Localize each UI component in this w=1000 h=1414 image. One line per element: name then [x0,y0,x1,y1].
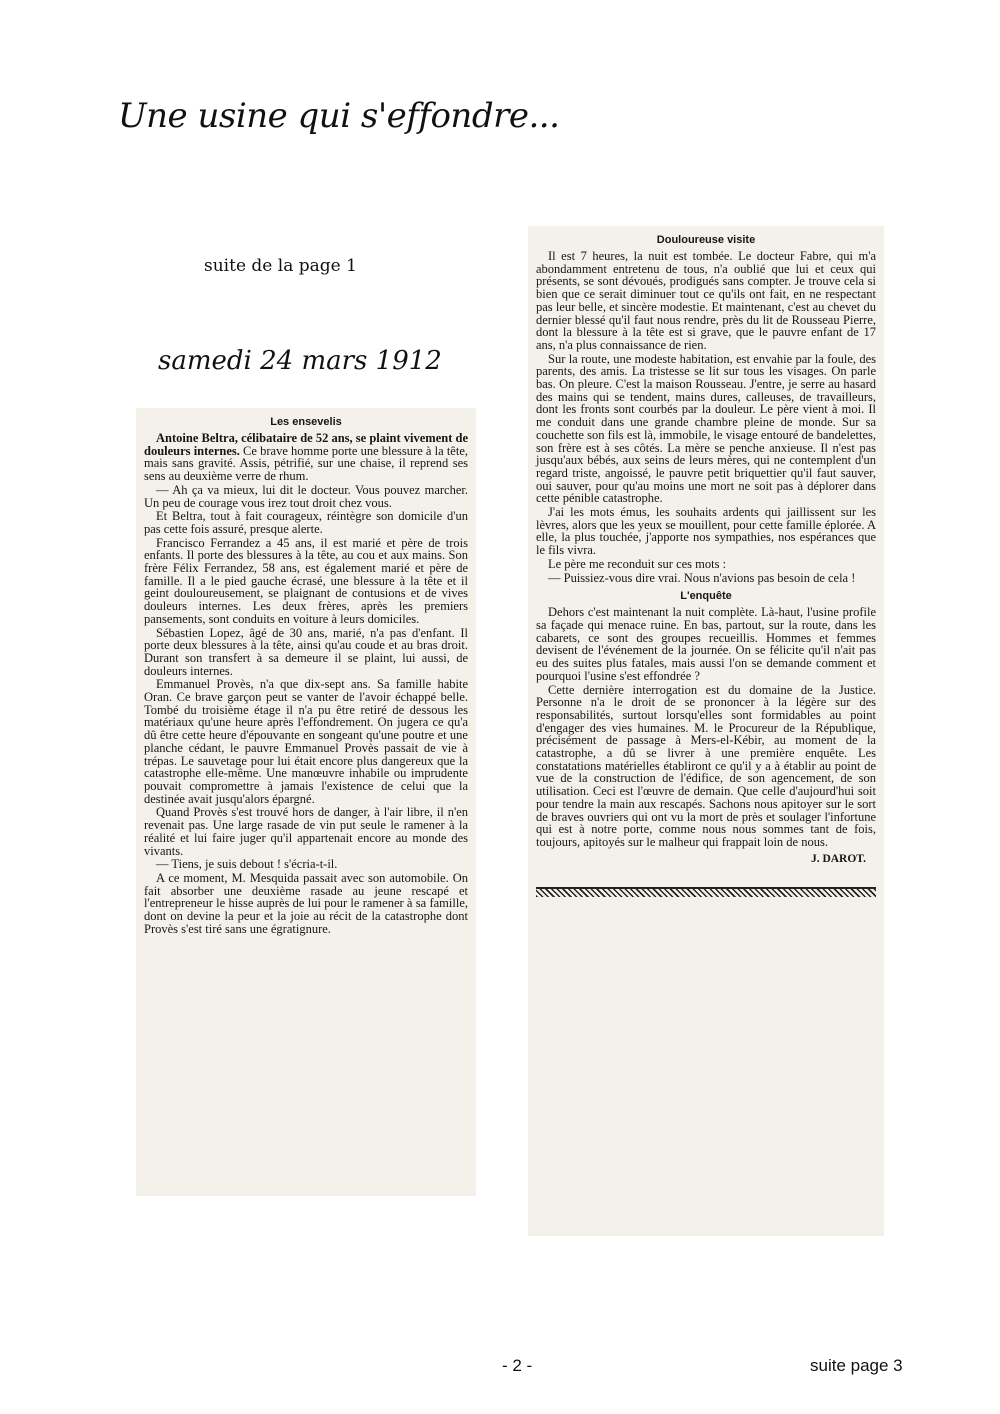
article-clipping-left [136,408,476,1196]
inquiry-section-text [536,606,876,848]
paragraph: Sur la route, une modeste habitation, est envahie par la foule, des parents, des amis. La tristesse se lit sur tous les visages. On parle bas. On pleure. C'est la maison Rousseau. J'entre, je serre au hasard des mains qui se tendent, mains dures, calleuses, de travailleurs, dont les fronts sont courbés par la douleur. Le père vient à moi. Il me conduit dans une grande chambre pleine de monde. Sur sa couchette son fils est là, immobile, le visage entouré de bandelettes, son frère est à ses côtés. La mère se penche anxieuse. Il n'est pas jusqu'aux bébés, aux seins de leurs mères, qui ne contemplent d'un regard triste, angoissé, le pauvre petit briquettier qu'il faut sauver, oui sauver, pour qu'au moins une mort ne soit pas à déplorer dans cette pénible catastrophe. [536,351,876,506]
paragraph [144,858,468,871]
date-heading: samedi 24 mars 1912 [158,346,442,376]
paragraph [144,627,468,678]
decorative-rule [536,887,876,897]
paragraph: J'ai les mots émus, les souhaits ardents qui jaillissent sur les lèvres, alors que les yeux se mouillent, pour cette famille éplorée. A elle, la plus touchée, j'apporte nos sympathies, nos espérances que le fils vivra. [536,505,876,558]
continued-to-note: suite page 3 [810,1356,903,1375]
paragraph-text: — Ah ça va mieux, lui dit le docteur. Vous pouvez marcher. Un peu de courage vous irez tout droit chez vous. [144,482,468,510]
paragraph-text: Ce brave homme porte une blessure à la tête, mais sans gravité. Assis, pétrifié, sur une chaise, il reprend ses sens au deuxième verre de rhum. [144,443,468,484]
author-signature: J. DAROT. [810,852,866,865]
paragraph-text: A ce moment, M. Mesquida passait avec son automobile. On fait absorber une deuxième rasade au jeune rescapé et l'entrepreneur le hisse auprès de lui pour le ramener à sa famille, dont on devine la peur et la joie au récit de la catastrophe dont Provès s'est tiré sans une égratignure. [144,870,468,936]
paragraph-text: Et Beltra, tout à fait courageux, réintègre son domicile d'un pas cette fois assuré, presque alerte. [144,509,468,536]
paragraph: Cette dernière interrogation est du domaine de la Justice. Personne n'a le droit de se prononcer à la légère sur des responsabilités, surtout lorsqu'elles sont formidables au point d'engager des vies humaines. M. le Procureur de la République, précisément de passage à Mers-el-Kébir, au moment de la catastrophe, a dû se livrer à une première enquête. Les constatations matérielles établiront ce qu'il y a à établir au point de vue de la construction de l'édifice, de son agencement, de son utilisation. Ceci est l'œuvre de demain. Que celle d'aujourd'hui soit pour tendre la main aux rescapés. Sachons nous apitoyer sur le sort de braves ouvriers qui ont vu la mort de près et soulager l'infortune qui est à notre porte, comme nous nous sommes tant de fois, toujours, apitoyés sur le malheur qui frappait loin de nous. [536,682,876,849]
paragraph [144,678,468,805]
paragraph [144,806,468,857]
visit-section-text [536,250,876,584]
continued-from-note: suite de la page 1 [204,256,357,276]
section-heading-ensevelis: Les ensevelis [270,416,342,428]
paragraph [144,432,468,483]
paragraph-text: Emmanuel Provès, n'a que dix-sept ans. Sa famille habite Oran. Ce brave garçon peut se vanter de l'avoir échappé belle. Tombé du troisième étage il n'a pu être retiré de dessous les matériaux qu'une heure après l'effondrement. On jugera ce qu'a dû être cette heure d'épouvante en songeant qu'une poutre et une planche cédant, le pauvre Emmanuel Provès passait de vie à trépas. Le sauvetage pour lui était encore plus dangereux que la catastrophe elle-même. Une manœuvre inhabile ou imprudente pouvait compromettre à jamais l'existence de celui que la destinée avait jusqu'alors épargné. [144,677,468,806]
section-heading-visit: Douloureuse visite [656,234,756,246]
page-title: Une usine qui s'effondre... [118,96,560,136]
paragraph-lead: Antoine Beltra, célibataire de 52 ans, se plaint vivement de douleurs internes. [144,431,468,458]
page-number: - 2 - [502,1356,533,1375]
paragraph [144,484,468,509]
paragraph [144,872,468,936]
paragraph: Il est 7 heures, la nuit est tombée. Le docteur Fabre, qui m'a abondamment entretenu de tous, n'a oublié que lui et ceux qui présents, se sont dévoués, prodigués sans compter. Je trouve cela si bien que ce serait diminuer tout ce qu'ils ont fait, en ne respectant pas leur belle, et sincère modestie. Et maintenant, c'est au chevet du dernier blessé qu'il faut nous rendre, près du lit de Rousseau Pierre, dont la blessure à la tête est si grave, que le pauvre enfant de 17 ans, n'a plus connaissance de rien. [536,249,876,352]
left-column-text [144,432,468,935]
paragraph: Le père me reconduit sur ces mots : [548,556,727,571]
paragraph: — Puissiez-vous dire vrai. Nous n'avions pas besoin de cela ! [548,570,856,585]
paragraph: Dehors c'est maintenant la nuit complète. Là-haut, l'usine profile sa façade qui menace ruine. En bas, partout, sur la route, dans les cabarets, ce sont des groupes recueillis. Hommes et femmes devisent de l'événement de la journée. On se félicite qu'il n'ait pas eu des suites plus fatales, mais aussi l'on se demande comment et pourquoi l'usine s'est effondrée ? [536,605,876,683]
paragraph-text: Francisco Ferrandez a 45 ans, il est marié et père de trois enfants. Il porte des blessures à la tête, au cou et aux mains. Son frère Félix Ferrandez, 58 ans, est également marié et père de famille. Il a le pied gauche écrasé, une blessure à la tête et il geint douloureusement, se plaignant de contusions et de vives douleurs internes. Les deux frères, après les premiers pansements, sont conduits en voiture à leurs domiciles. [144,535,468,626]
paragraph-text: Sébastien Lopez, âgé de 30 ans, marié, n'a pas d'enfant. Il porte deux blessures à la tête, ainsi qu'au coude et au bras droit. Durant son transfert à sa demeure il se plaint, lui aussi, de douleurs internes. [144,625,468,678]
article-clipping-right [528,226,884,1236]
paragraph [144,537,468,626]
section-heading-inquiry: L'enquête [680,590,732,603]
paragraph-text: Quand Provès s'est trouvé hors de danger, à l'air libre, il n'en revenait pas. Une large rasade de vin put seule le ramener à la réalité et lui faire juger qu'il appartenait encore au monde des vivants. [144,805,468,858]
paragraph [144,510,468,535]
paragraph-text: — Tiens, je suis debout ! s'écria-t-il. [156,857,338,872]
